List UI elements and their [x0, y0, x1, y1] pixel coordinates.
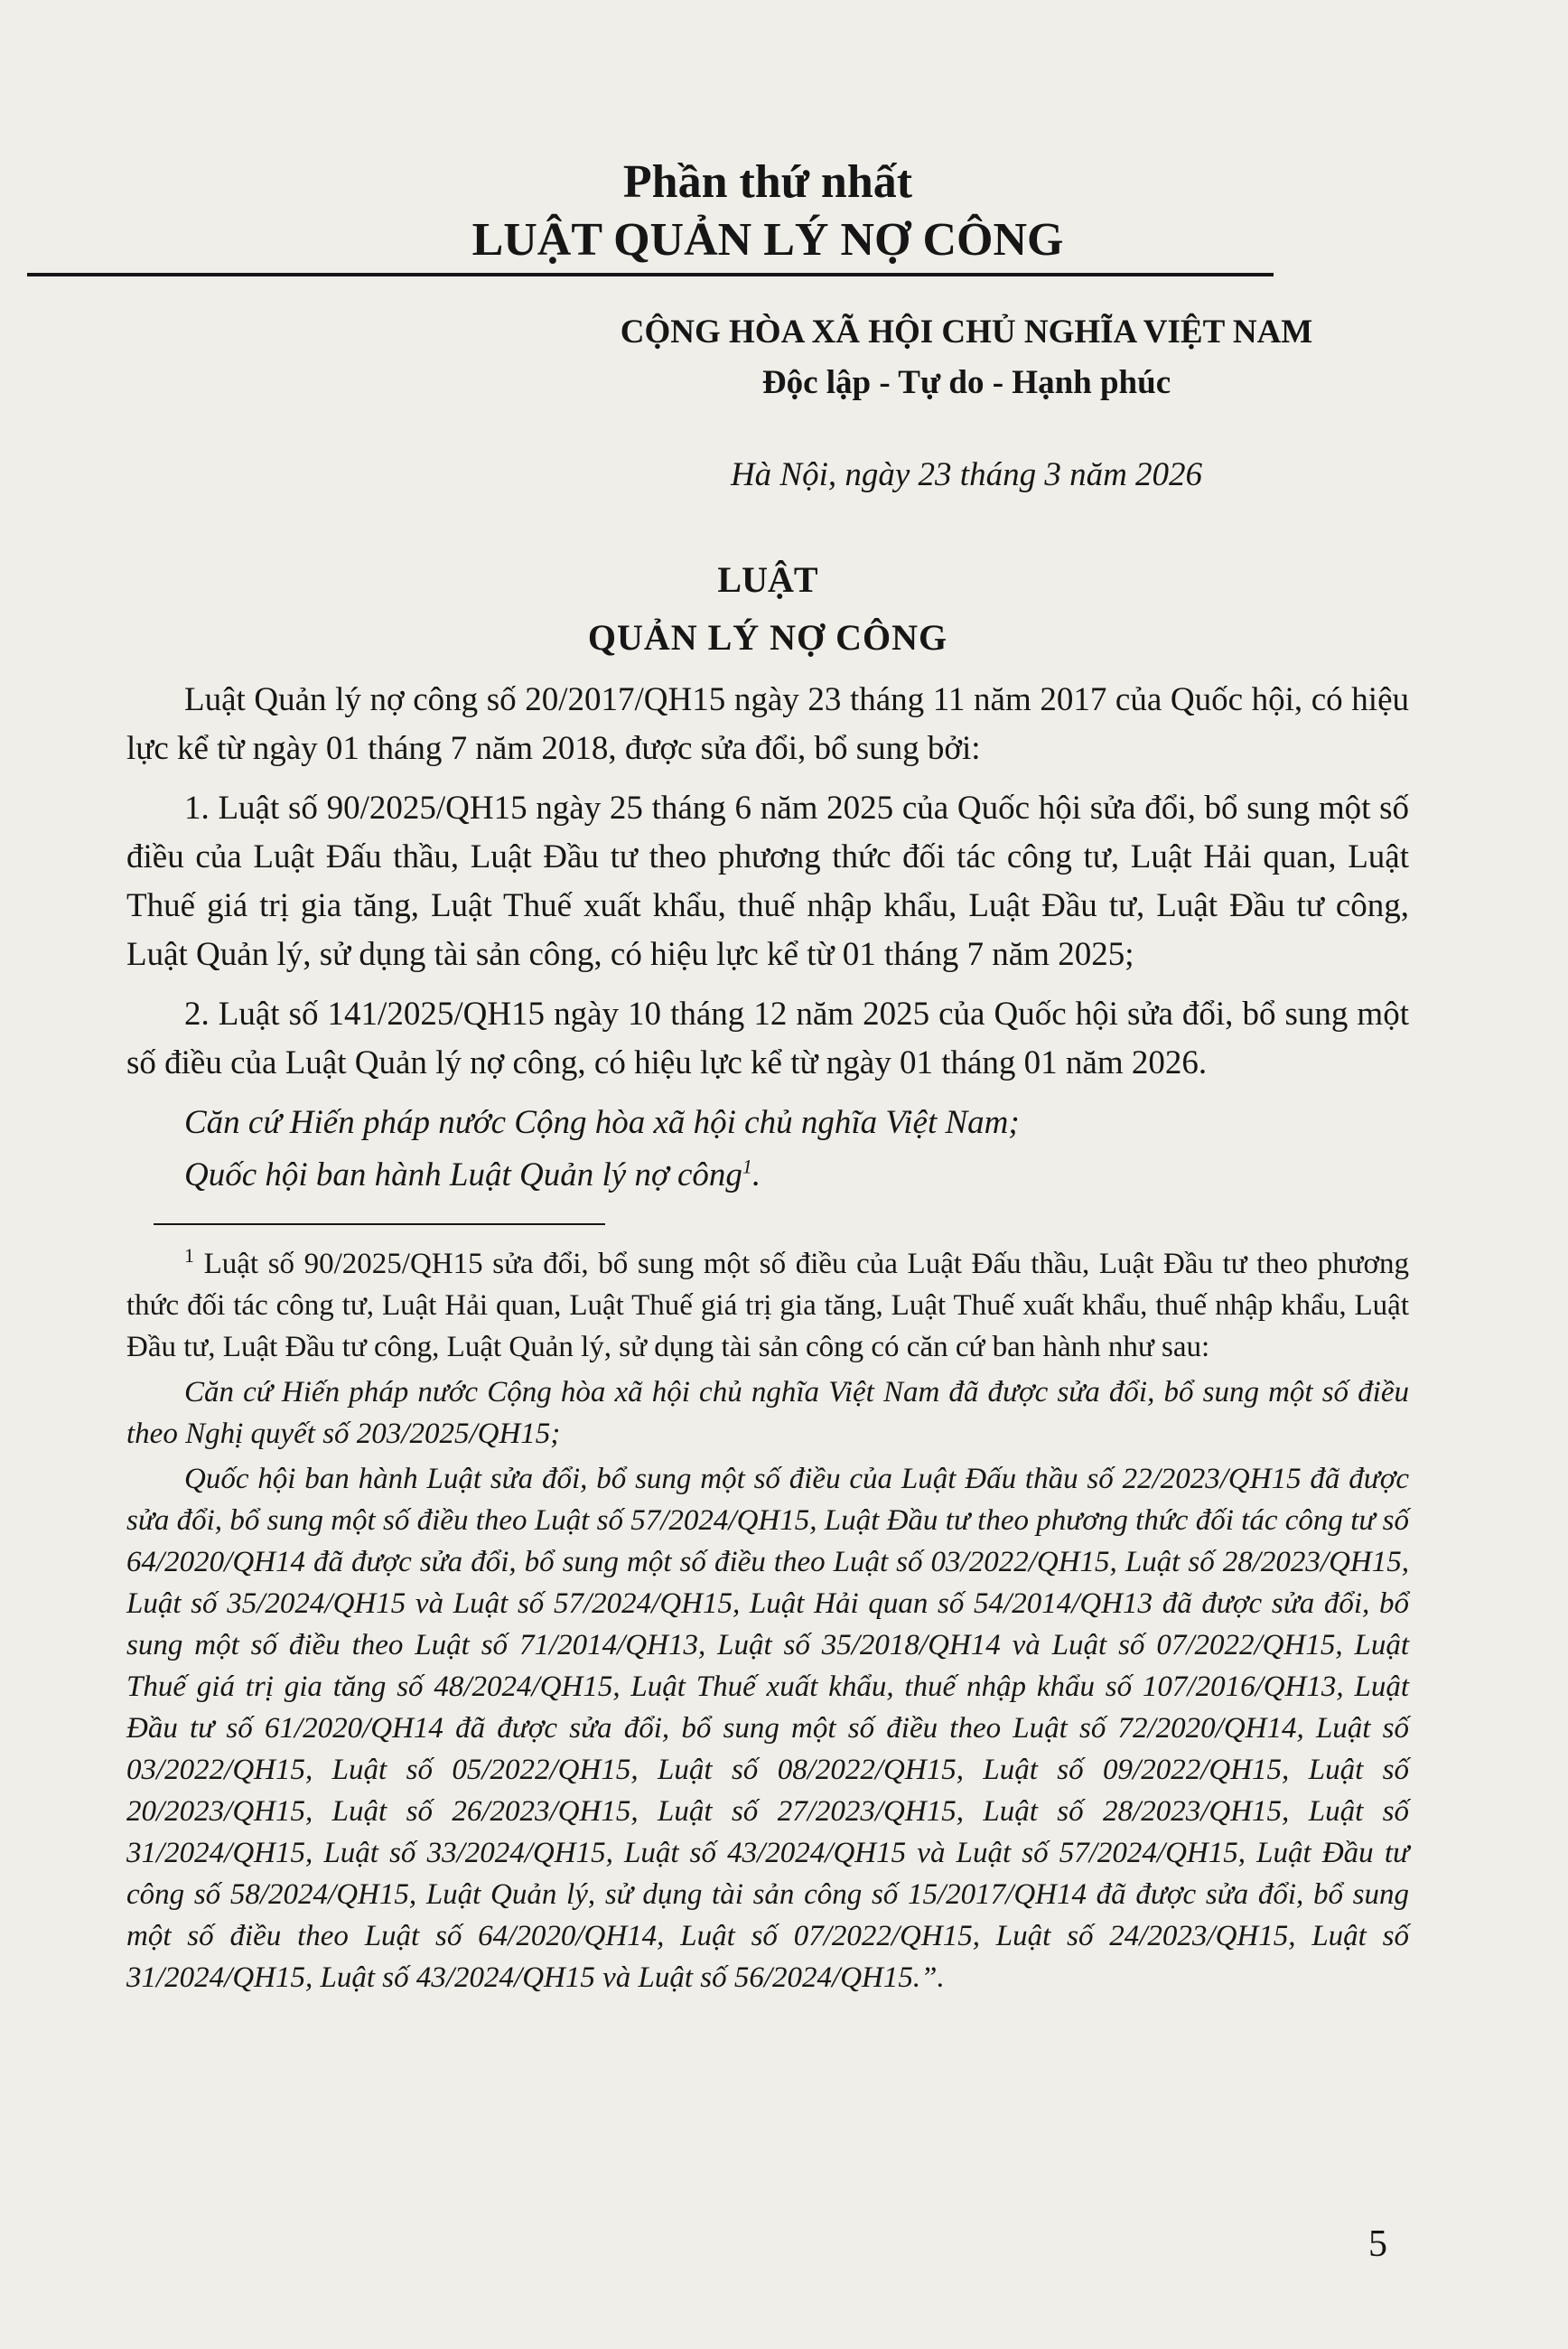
book-law-name: LUẬT QUẢN LÝ NỢ CÔNG [471, 214, 1064, 266]
national-motto: Độc lập - Tự do - Hạnh phúc [761, 364, 1171, 401]
national-heading [560, 307, 1373, 408]
legal-basis-issuance-end: . [751, 1156, 761, 1193]
place-date: Hà Nội, ngày 23 tháng 3 năm 2026 [730, 456, 1203, 493]
law-title: QUẢN LÝ NỢ CÔNG [587, 617, 948, 658]
footnote-paragraph-1 [126, 1243, 1409, 1368]
intro-paragraph: Luật Quản lý nợ công số 20/2017/QH15 ngày 23 tháng 11 năm 2017 của Quốc hội, có hiệu lực kể từ ngày 01 tháng 7 năm 2018, được sửa đổi, bổ sung bởi: [126, 681, 1409, 767]
amendment-item-2: 2. Luật số 141/2025/QH15 ngày 10 tháng 12 năm 2025 của Quốc hội sửa đổi, bổ sung một số điều của Luật Quản lý nợ công, có hiệu lực kể từ ngày 01 tháng 01 năm 2026. [126, 996, 1409, 1081]
part-title: Phần thứ nhất [622, 156, 913, 208]
legal-basis-issuance-text: Quốc hội ban hành Luật Quản lý nợ công [184, 1156, 742, 1193]
page-content [126, 154, 1409, 2002]
legal-basis-issuance [126, 1151, 1409, 1200]
legal-basis-constitution: Căn cứ Hiến pháp nước Cộng hòa xã hội chủ nghĩa Việt Nam; [184, 1104, 1020, 1141]
footnote-mark: 1 [184, 1244, 194, 1267]
page-number: 5 [1368, 2223, 1387, 2265]
footnote-rule [154, 1223, 605, 1225]
footnote-paragraph-3: Quốc hội ban hành Luật sửa đổi, bổ sung một số điều của Luật Đấu thầu số 22/2023/QH15 đã được sửa đổi, bổ sung một số điều theo Luật số 57/2024/QH15, Luật Đầu tư theo phương thức đối tác công tư số 64/2020/QH14 đã được sửa đổi, bổ sung một số điều theo Luật số 03/2022/QH15, Luật số 28/2023/QH15, Luật số 35/2024/QH15 và Luật số 57/2024/QH15, Luật Hải quan số 54/2014/QH13 đã được sửa đổi, bổ sung một số điều theo Luật số 71/2014/QH13, Luật số 35/2018/QH14 và Luật số 07/2022/QH15, Luật Thuế giá trị gia tăng số 48/2024/QH15, Luật Thuế xuất khẩu, thuế nhập khẩu số 107/2016/QH13, Luật Đầu tư số 61/2020/QH14 đã được sửa đổi, bổ sung một số điều theo Luật số 72/2020/QH14, Luật số 03/2022/QH15, Luật số 05/2022/QH15, Luật số 08/2022/QH15, Luật số 09/2022/QH15, Luật số 20/2023/QH15, Luật số 26/2023/QH15, Luật số 27/2023/QH15, Luật số 28/2023/QH15, Luật số 31/2024/QH15, Luật số 33/2024/QH15, Luật số 43/2024/QH15 và Luật số 57/2024/QH15, Luật Đầu tư công số 58/2024/QH15, Luật Quản lý, sử dụng tài sản công số 15/2017/QH14 đã được sửa đổi, bổ sung một số điều theo Luật số 64/2020/QH14, Luật số 07/2022/QH15, Luật số 24/2023/QH15, Luật số 31/2024/QH15, Luật số 43/2024/QH15 và Luật số 56/2024/QH15.”. [126, 1463, 1409, 1994]
amendment-item-1: 1. Luật số 90/2025/QH15 ngày 25 tháng 6 năm 2025 của Quốc hội sửa đổi, bổ sung một số điều của Luật Đấu thầu, Luật Đầu tư theo phương thức đối tác công tư, Luật Hải quan, Luật Thuế giá trị gia tăng, Luật Thuế xuất khẩu, thuế nhập khẩu, Luật Đầu tư, Luật Đầu tư công, Luật Quản lý, sử dụng tài sản công, có hiệu lực kể từ 01 tháng 7 năm 2025; [126, 790, 1409, 973]
footnote-text-1: Luật số 90/2025/QH15 sửa đổi, bổ sung một số điều của Luật Đấu thầu, Luật Đầu tư theo phương thức đối tác công tư, Luật Hải quan, Luật Thuế giá trị gia tăng, Luật Thuế xuất khẩu, thuế nhập khẩu, Luật Đầu tư, Luật Đầu tư công, Luật Quản lý, sử dụng tài sản công có căn cứ ban hành như sau: [126, 1248, 1409, 1363]
footnote-paragraph-2: Căn cứ Hiến pháp nước Cộng hòa xã hội chủ nghĩa Việt Nam đã được sửa đổi, bổ sung một số điều theo Nghị quyết số 203/2025/QH15; [126, 1376, 1409, 1450]
footnote-reference[interactable]: 1 [742, 1155, 752, 1178]
law-word: LUẬT [717, 559, 818, 600]
country-name: CỘNG HÒA XÃ HỘI CHỦ NGHĨA VIỆT NAM [620, 314, 1313, 351]
